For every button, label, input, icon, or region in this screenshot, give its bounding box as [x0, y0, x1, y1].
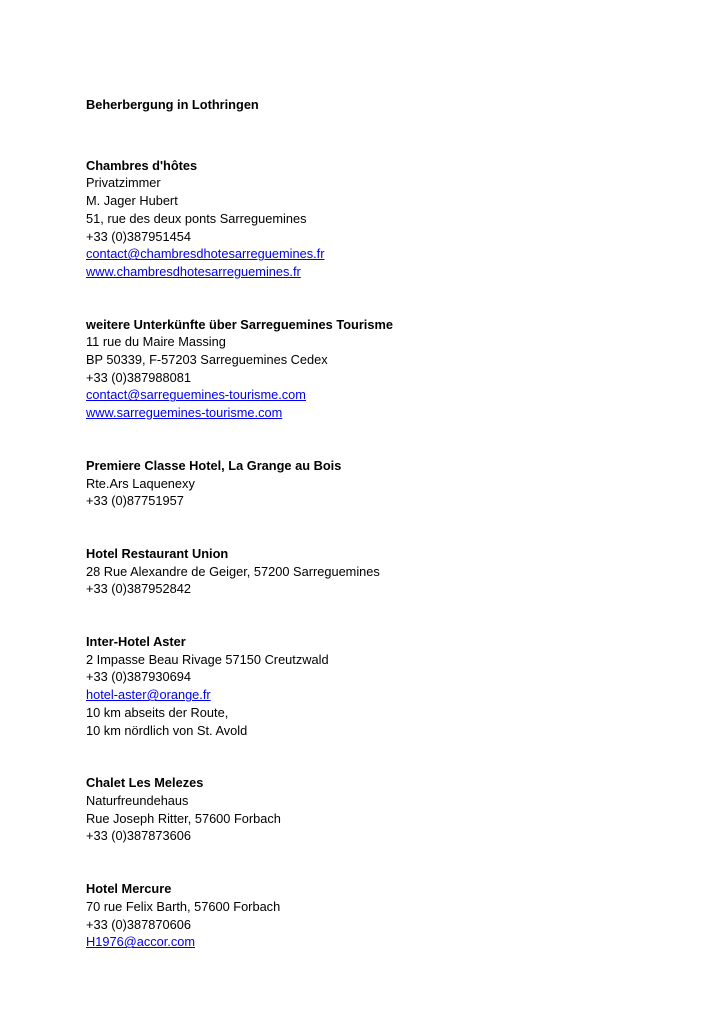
detail-line: 28 Rue Alexandre de Geiger, 57200 Sarreguemines [86, 563, 380, 579]
accommodation-entry [86, 774, 686, 845]
accommodation-entry [86, 457, 686, 510]
detail-line: +33 (0)387873606 [86, 828, 191, 844]
detail-line: Privatzimmer [86, 175, 161, 191]
detail-line: Naturfreundehaus [86, 792, 189, 808]
contact-line [86, 386, 686, 404]
detail-line: 51, rue des deux ponts Sarreguemines [86, 210, 307, 226]
detail-line: +33 (0)387930694 [86, 669, 191, 685]
detail-line: 70 rue Felix Barth, 57600 Forbach [86, 898, 281, 914]
contact-line [86, 686, 686, 704]
document-title: Beherbergung in Lothringen [86, 97, 259, 112]
detail-line: +33 (0)387952842 [86, 581, 191, 597]
accommodation-entry [86, 157, 686, 281]
accommodation-name: Hotel Restaurant Union [86, 545, 229, 561]
website-link[interactable]: www.sarreguemines-tourisme.com [86, 405, 283, 421]
document-page [86, 96, 686, 986]
website-link[interactable]: www.chambresdhotesarreguemines.fr [86, 263, 301, 279]
detail-line: BP 50339, F-57203 Sarreguemines Cedex [86, 352, 328, 368]
detail-line: Rte.Ars Laquenexy [86, 475, 195, 491]
accommodation-list [86, 157, 686, 951]
email-link[interactable]: contact@sarreguemines-tourisme.com [86, 387, 306, 403]
detail-line: M. Jager Hubert [86, 193, 178, 209]
accommodation-entry [86, 880, 686, 951]
accommodation-entry [86, 545, 686, 598]
accommodation-name: Chalet Les Melezes [86, 775, 204, 791]
contact-line [86, 404, 686, 422]
email-link[interactable]: H1976@accor.com [86, 934, 196, 950]
accommodation-name: weitere Unterkünfte über Sarreguemines Tourisme [86, 316, 393, 332]
detail-line: +33 (0)387870606 [86, 916, 191, 932]
detail-line: 11 rue du Maire Massing [86, 334, 226, 350]
detail-line: Rue Joseph Ritter, 57600 Forbach [86, 810, 281, 826]
email-link[interactable]: contact@chambresdhotesarreguemines.fr [86, 246, 325, 262]
detail-line: 2 Impasse Beau Rivage 57150 Creutzwald [86, 651, 329, 667]
accommodation-entry [86, 316, 686, 422]
detail-line: +33 (0)387988081 [86, 369, 191, 385]
contact-line [86, 245, 686, 263]
accommodation-name: Chambres d'hôtes [86, 157, 198, 173]
accommodation-entry [86, 633, 686, 739]
detail-line: +33 (0)87751957 [86, 493, 184, 509]
email-link[interactable]: hotel-aster@orange.fr [86, 687, 211, 703]
detail-line: 10 km nördlich von St. Avold [86, 722, 248, 738]
accommodation-name: Hotel Mercure [86, 881, 172, 897]
accommodation-name: Inter-Hotel Aster [86, 634, 186, 650]
accommodation-name: Premiere Classe Hotel, La Grange au Bois [86, 457, 342, 473]
detail-line: 10 km abseits der Route, [86, 704, 229, 720]
contact-line [86, 263, 686, 281]
detail-line: +33 (0)387951454 [86, 228, 191, 244]
contact-line [86, 933, 686, 951]
